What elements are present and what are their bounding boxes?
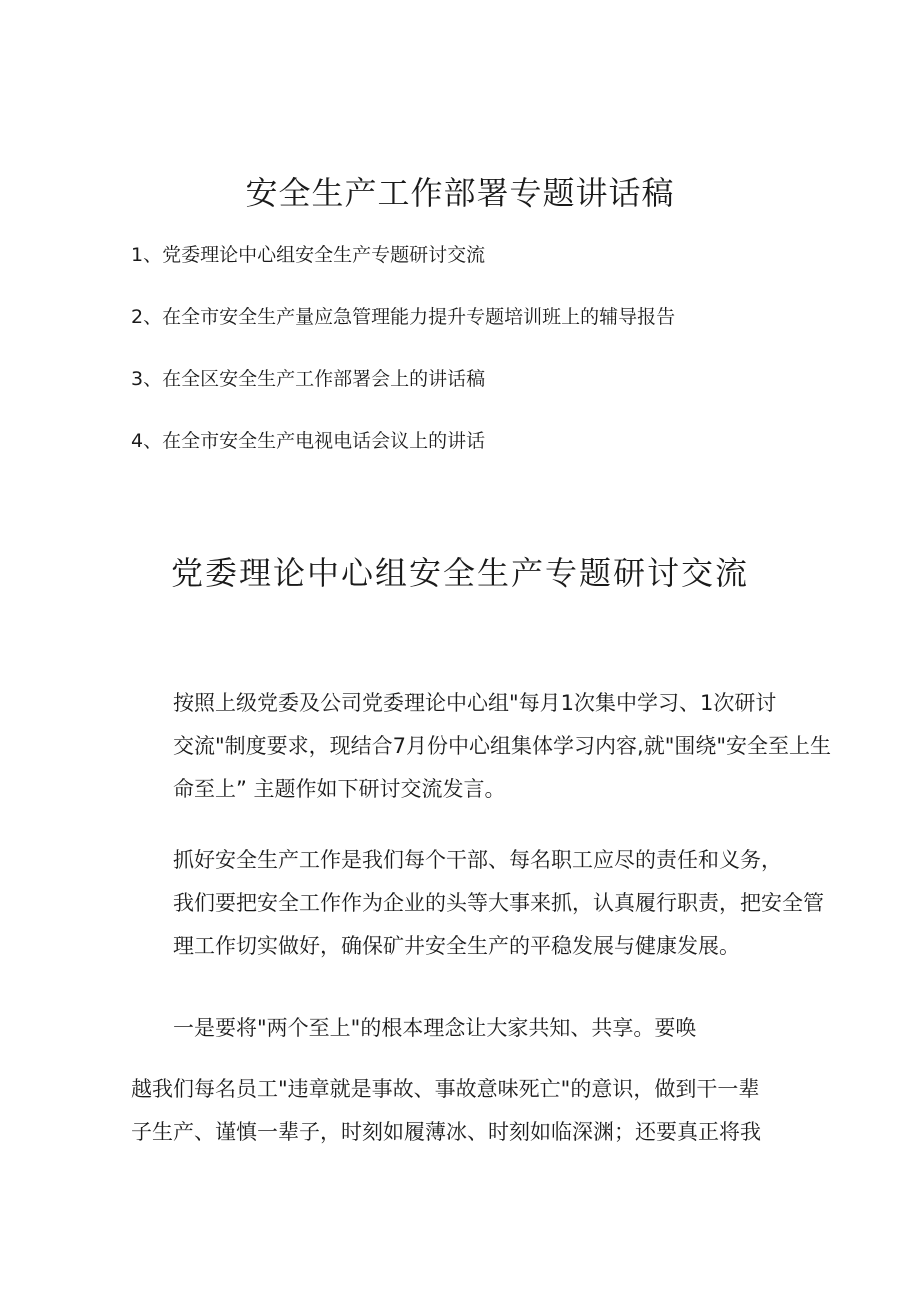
paragraph-line: 交流"制度要求，现结合7月份中心组集体学习内容,就"围绕"安全至上生 [173,734,832,758]
paragraph-line: 理工作切实做好，确保矿井安全生产的平稳发展与健康发展。 [173,934,740,958]
paragraph-intro [131,682,832,811]
toc-item: 1、党委理论中心组安全生产专题研讨交流 [131,244,486,266]
paragraph-line: 按照上级党委及公司党委理论中心组"每月1次集中学习、1次研讨 [173,691,777,715]
paragraph-line: 命至上” 主题作如下研讨交流发言。 [173,777,506,801]
paragraph-line: 子生产、谨慎一辈子，时刻如履薄冰、时刻如临深渊；还要真正将我 [131,1120,761,1144]
document-title: 安全生产工作部署专题讲话稿 [245,174,675,212]
paragraph-point-one-body [131,1068,811,1154]
section-title: 党委理论中心组安全生产专题研讨交流 [170,554,749,592]
table-of-contents [131,238,675,486]
paragraph-line: 越我们每名员工"违章就是事故、事故意味死亡"的意识，做到干一辈 [131,1077,760,1101]
toc-item: 4、在全市安全生产电视电话会议上的讲话 [131,430,486,452]
toc-item: 2、在全市安全生产量应急管理能力提升专题培训班上的辅导报告 [131,306,676,328]
paragraph-point-one-heading: 一是要将"两个至上"的根本理念让大家共知、共享。要唤 [173,1016,697,1040]
paragraph-responsibility [131,839,824,968]
toc-item: 3、在全区安全生产工作部署会上的讲话稿 [131,368,486,390]
paragraph-line: 我们要把安全工作作为企业的头等大事来抓，认真履行职责，把安全管 [173,891,824,915]
paragraph-line: 抓好安全生产工作是我们每个干部、每名职工应尽的责任和义务， [173,848,782,872]
